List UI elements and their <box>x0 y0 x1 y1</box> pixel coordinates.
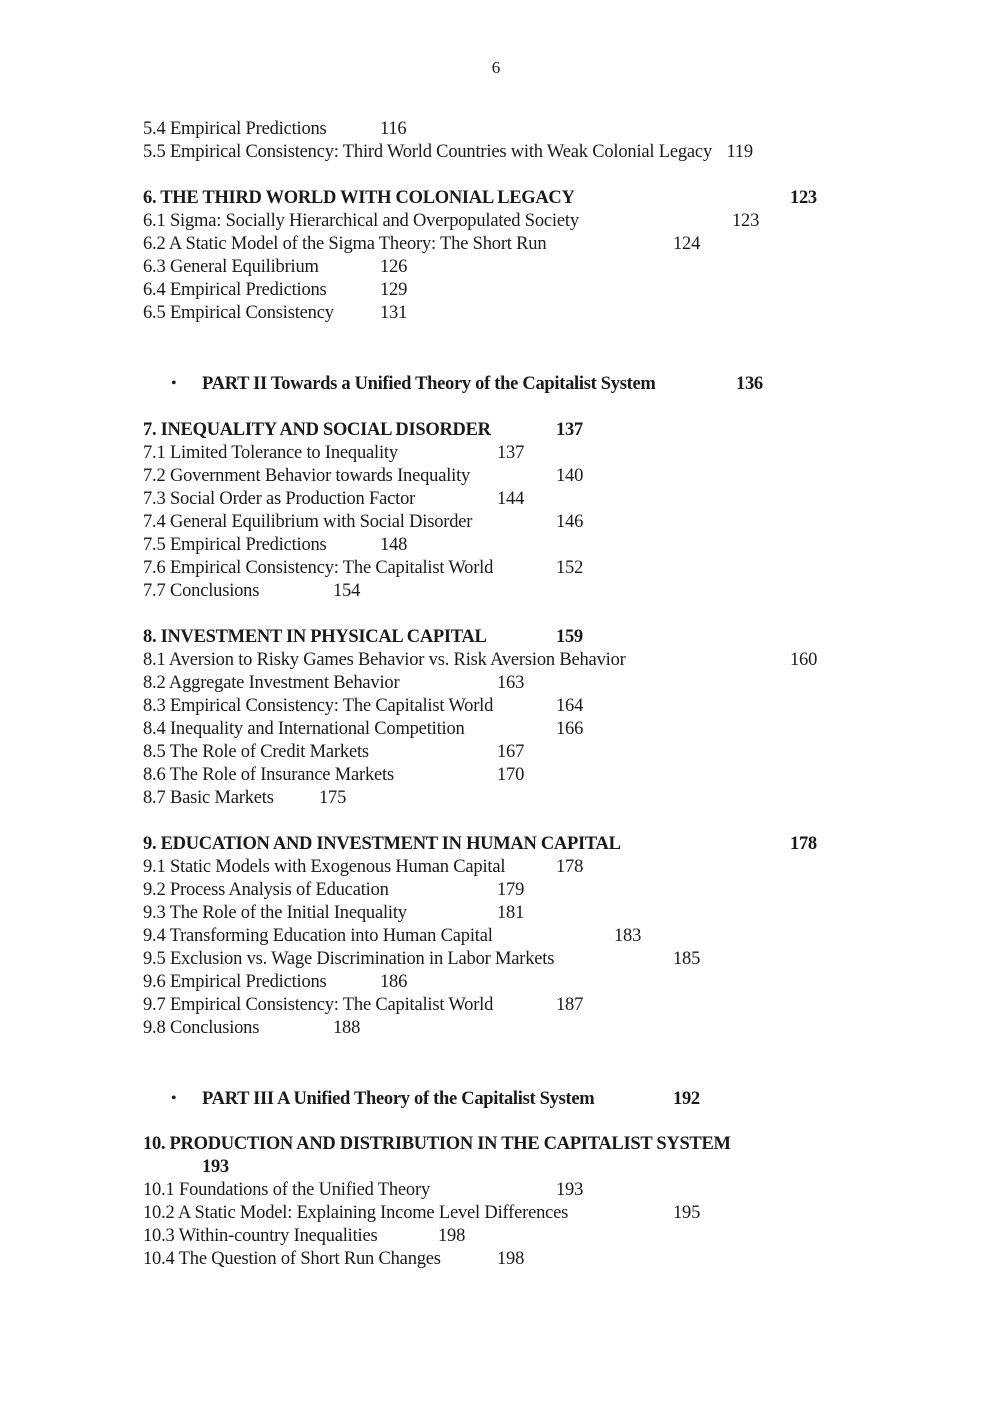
toc-entry[interactable] <box>143 902 525 924</box>
toc-entry-title: 9.2 Process Analysis of Education <box>143 880 389 900</box>
part-title: PART III A Unified Theory of the Capitalist System <box>202 1089 595 1109</box>
toc-entry[interactable] <box>143 534 408 556</box>
toc-part-heading[interactable] <box>202 373 763 395</box>
toc-entry-page: 187 <box>556 995 584 1015</box>
toc-entry-title: 8.2 Aggregate Investment Behavior <box>143 673 400 693</box>
toc-entry-title: 8.7 Basic Markets <box>143 788 274 808</box>
toc-entry-title: 10.2 A Static Model: Explaining Income Level Differences <box>143 1203 569 1223</box>
toc-entry-page: 193 <box>556 1180 584 1200</box>
toc-entry-title: 10.4 The Question of Short Run Changes <box>143 1249 441 1269</box>
toc-entry[interactable] <box>143 856 584 878</box>
toc-entry-title: 9.6 Empirical Predictions <box>143 972 327 992</box>
toc-entry-title: 8.1 Aversion to Risky Games Behavior vs. Risk Aversion Behavior <box>143 650 626 670</box>
toc-entry-title: 10.3 Within-country Inequalities <box>143 1226 378 1246</box>
chapter-title: 9. EDUCATION AND INVESTMENT IN HUMAN CAPITAL <box>143 834 621 854</box>
toc-entry-page: 195 <box>673 1203 701 1223</box>
toc-entry-page: 154 <box>333 581 361 601</box>
toc-entry-page: 119 <box>726 142 753 162</box>
chapter-page: 159 <box>556 627 583 647</box>
toc-entry-page: 116 <box>380 119 407 139</box>
part-page: 136 <box>736 374 763 394</box>
toc-entry-title: 8.5 The Role of Credit Markets <box>143 742 369 762</box>
toc-entry-page: 160 <box>790 650 818 670</box>
toc-chapter-heading[interactable] <box>143 187 817 209</box>
toc-entry-page: 183 <box>614 926 642 946</box>
toc-entry-page: 152 <box>556 558 584 578</box>
toc-entry-title: 9.5 Exclusion vs. Wage Discrimination in Labor Markets <box>143 949 555 969</box>
toc-entry[interactable] <box>143 994 584 1016</box>
toc-entry[interactable] <box>143 672 525 694</box>
toc-entry[interactable] <box>143 279 408 301</box>
toc-entry[interactable] <box>143 1248 525 1270</box>
toc-entry-title: 7.3 Social Order as Production Factor <box>143 489 416 509</box>
toc-entry-title: 8.4 Inequality and International Competition <box>143 719 465 739</box>
toc-entry[interactable] <box>143 787 347 809</box>
toc-entry-page: 181 <box>497 903 525 923</box>
toc-entry[interactable] <box>143 1225 466 1247</box>
toc-entry[interactable] <box>143 879 525 901</box>
toc-entry-page: 126 <box>380 257 408 277</box>
toc-entry-title: 7.2 Government Behavior towards Inequality <box>143 466 471 486</box>
toc-entry-title: 9.8 Conclusions <box>143 1018 260 1038</box>
toc-entry[interactable] <box>143 256 408 278</box>
toc-entry-title: 7.7 Conclusions <box>143 581 260 601</box>
toc-entry-title: 6.4 Empirical Predictions <box>143 280 327 300</box>
toc-entry-page: 146 <box>556 512 584 532</box>
toc-entry-page: 164 <box>556 696 584 716</box>
toc-entry-title: 9.7 Empirical Consistency: The Capitalist World <box>143 995 494 1015</box>
bullet-icon: • <box>171 1090 177 1107</box>
toc-entry[interactable] <box>143 580 361 602</box>
toc-entry-page: 198 <box>497 1249 525 1269</box>
toc-entry-page: 185 <box>673 949 701 969</box>
toc-entry[interactable] <box>143 488 525 510</box>
toc-entry[interactable] <box>143 118 407 140</box>
toc-entry[interactable] <box>143 302 408 324</box>
toc-entry[interactable] <box>143 948 701 970</box>
toc-entry-page: 179 <box>497 880 525 900</box>
toc-entry-page: 140 <box>556 466 584 486</box>
toc-entry[interactable] <box>143 442 525 464</box>
toc-entry-page: 163 <box>497 673 525 693</box>
toc-entry[interactable] <box>143 465 584 487</box>
toc-entry-title: 6.5 Empirical Consistency <box>143 303 334 323</box>
toc-entry[interactable] <box>143 649 818 671</box>
toc-entry[interactable] <box>143 557 584 579</box>
toc-entry-page: 148 <box>380 535 408 555</box>
toc-part-heading[interactable] <box>202 1088 700 1110</box>
toc-entry-page: 175 <box>319 788 347 808</box>
bullet-icon: • <box>171 375 177 392</box>
toc-chapter-heading[interactable] <box>143 1133 731 1155</box>
toc-entry[interactable] <box>143 718 584 740</box>
toc-entry[interactable] <box>143 1179 584 1201</box>
toc-entry-page: 123 <box>732 211 760 231</box>
toc-entry-page: 178 <box>556 857 584 877</box>
toc-entry-page: 188 <box>333 1018 361 1038</box>
toc-entry[interactable] <box>143 511 584 533</box>
chapter-page: 178 <box>790 834 817 854</box>
toc-entry[interactable] <box>143 695 584 717</box>
page-number: 6 <box>491 58 501 77</box>
toc-entry-title: 7.4 General Equilibrium with Social Disorder <box>143 512 473 532</box>
toc-entry-title: 8.6 The Role of Insurance Markets <box>143 765 394 785</box>
toc-entry-title: 6.1 Sigma: Socially Hierarchical and Overpopulated Society <box>143 211 579 231</box>
toc-entry-title: 7.5 Empirical Predictions <box>143 535 327 555</box>
toc-entry-title: 7.6 Empirical Consistency: The Capitalist World <box>143 558 494 578</box>
chapter-title: 7. INEQUALITY AND SOCIAL DISORDER <box>143 420 491 440</box>
chapter-page: 193 <box>202 1157 229 1177</box>
toc-entry[interactable] <box>143 141 753 163</box>
toc-entry[interactable] <box>143 741 525 763</box>
toc-entry-title: 6.3 General Equilibrium <box>143 257 319 277</box>
toc-entry-page: 137 <box>497 443 525 463</box>
chapter-title: 10. PRODUCTION AND DISTRIBUTION IN THE CAPITALIST SYSTEM <box>143 1134 731 1154</box>
part-page: 192 <box>673 1089 700 1109</box>
toc-entry-page: 129 <box>380 280 408 300</box>
toc-entry-page: 167 <box>497 742 525 762</box>
toc-chapter-heading[interactable] <box>143 833 817 855</box>
toc-entry-title: 7.1 Limited Tolerance to Inequality <box>143 443 398 463</box>
toc-entry-title: 8.3 Empirical Consistency: The Capitalist World <box>143 696 494 716</box>
chapter-page: 137 <box>556 420 583 440</box>
toc-entry-title: 5.4 Empirical Predictions <box>143 119 327 139</box>
toc-entry-title: 9.1 Static Models with Exogenous Human Capital <box>143 857 506 877</box>
toc-entry-page: 186 <box>380 972 408 992</box>
toc-entry[interactable] <box>143 233 701 255</box>
toc-entry-page: 144 <box>497 489 525 509</box>
toc-entry[interactable] <box>143 1202 701 1224</box>
toc-entry-page: 131 <box>380 303 408 323</box>
toc-entry-title: 9.3 The Role of the Initial Inequality <box>143 903 407 923</box>
toc-entry[interactable] <box>143 925 642 947</box>
toc-entry[interactable] <box>143 1017 361 1039</box>
part-title: PART II Towards a Unified Theory of the Capitalist System <box>202 374 656 394</box>
toc-entry[interactable] <box>143 210 760 232</box>
toc-chapter-page-line <box>202 1156 229 1178</box>
chapter-page: 123 <box>790 188 817 208</box>
toc-entry[interactable] <box>143 971 408 993</box>
toc-chapter-heading[interactable] <box>143 419 583 441</box>
toc-chapter-heading[interactable] <box>143 626 583 648</box>
toc-entry-title: 6.2 A Static Model of the Sigma Theory: The Short Run <box>143 234 547 254</box>
toc-entry-page: 170 <box>497 765 525 785</box>
chapter-title: 8. INVESTMENT IN PHYSICAL CAPITAL <box>143 627 487 647</box>
chapter-title: 6. THE THIRD WORLD WITH COLONIAL LEGACY <box>143 188 575 208</box>
toc-entry[interactable] <box>143 764 525 786</box>
toc-entry-page: 198 <box>438 1226 466 1246</box>
toc-entry-title: 10.1 Foundations of the Unified Theory <box>143 1180 430 1200</box>
toc-entry-page: 124 <box>673 234 701 254</box>
toc-entry-title: 5.5 Empirical Consistency: Third World Countries with Weak Colonial Legacy <box>143 142 712 162</box>
toc-entry-page: 166 <box>556 719 584 739</box>
toc-entry-title: 9.4 Transforming Education into Human Capital <box>143 926 493 946</box>
